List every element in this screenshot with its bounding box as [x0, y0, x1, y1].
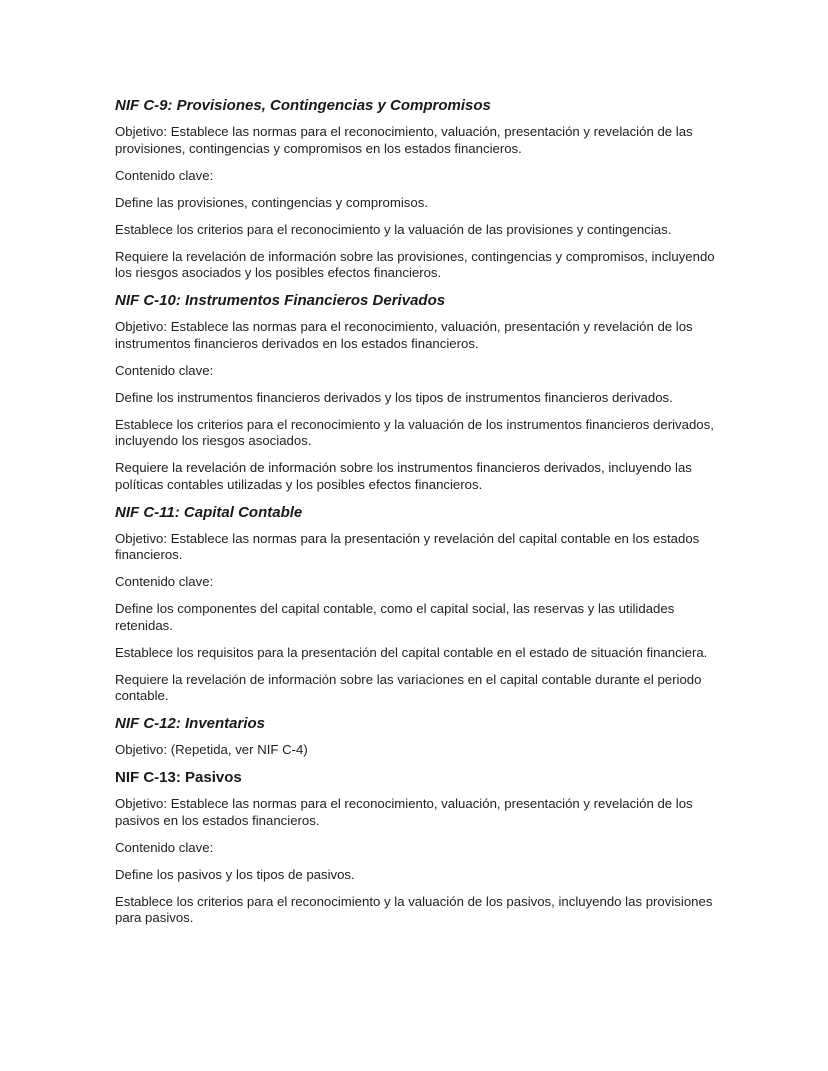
paragraph-requirements: Establece los requisitos para la presentación del capital contable en el estado de situación financiera.: [115, 644, 708, 660]
section-nif-c13: [115, 769, 718, 927]
paragraph-key-content-label: Contenido clave:: [115, 362, 214, 378]
paragraph-criteria: Establece los criterios para el reconocimiento y la valuación de las provisiones y contingencias.: [115, 221, 672, 237]
section-nif-c12: [115, 715, 718, 759]
section-heading: NIF C-9: Provisiones, Contingencias y Compromisos: [115, 97, 491, 114]
paragraph-key-content-label: Contenido clave:: [115, 167, 214, 183]
paragraph-definition: Define los instrumentos financieros derivados y los tipos de instrumentos financieros derivados.: [115, 389, 673, 405]
paragraph-definition: Define las provisiones, contingencias y compromisos.: [115, 194, 428, 210]
paragraph-disclosure: Requiere la revelación de información sobre las provisiones, contingencias y compromisos, incluyendo los riesgos asociados y los posibles efectos financieros.: [115, 248, 715, 280]
section-heading: NIF C-10: Instrumentos Financieros Derivados: [115, 292, 446, 309]
paragraph-definition: Define los componentes del capital contable, como el capital social, las reservas y las utilidades retenidas.: [115, 601, 675, 633]
section-heading: NIF C-13: Pasivos: [115, 769, 242, 786]
paragraph-objective: Objetivo: Establece las normas para el reconocimiento, valuación, presentación y revelación de los instrumentos financieros derivados en los estados financieros.: [115, 319, 693, 351]
section-nif-c10: [115, 292, 718, 493]
section-heading: NIF C-11: Capital Contable: [115, 503, 303, 521]
section-heading: NIF C-12: Inventarios: [115, 715, 266, 732]
paragraph-objective: Objetivo: (Repetida, ver NIF C-4): [115, 742, 308, 757]
paragraph-disclosure: Requiere la revelación de información sobre las variaciones en el capital contable durante el periodo contable.: [115, 671, 702, 703]
paragraph-disclosure: Requiere la revelación de información sobre los instrumentos financieros derivados, incluyendo las políticas contables utilizadas y los posibles efectos financieros.: [115, 460, 692, 492]
section-nif-c9: [115, 97, 718, 282]
section-nif-c11: [115, 504, 718, 705]
paragraph-objective: Objetivo: Establece las normas para el reconocimiento, valuación, presentación y revelación de las provisiones, contingencias y compromisos en los estados financieros.: [115, 124, 693, 156]
paragraph-key-content-label: Contenido clave:: [115, 574, 214, 589]
paragraph-criteria: Establece los criterios para el reconocimiento y la valuación de los instrumentos financieros derivados, incluyendo los riesgos asociados.: [115, 416, 714, 448]
paragraph-criteria: Establece los criterios para el reconocimiento y la valuación de los pasivos, incluyendo las provisiones para pasivos.: [115, 893, 713, 925]
paragraph-definition: Define los pasivos y los tipos de pasivos.: [115, 866, 355, 882]
paragraph-objective: Objetivo: Establece las normas para la presentación y revelación del capital contable en los estados financieros.: [115, 530, 700, 562]
paragraph-key-content-label: Contenido clave:: [115, 839, 214, 855]
paragraph-objective: Objetivo: Establece las normas para el reconocimiento, valuación, presentación y revelación de los pasivos en los estados financieros.: [115, 796, 693, 828]
